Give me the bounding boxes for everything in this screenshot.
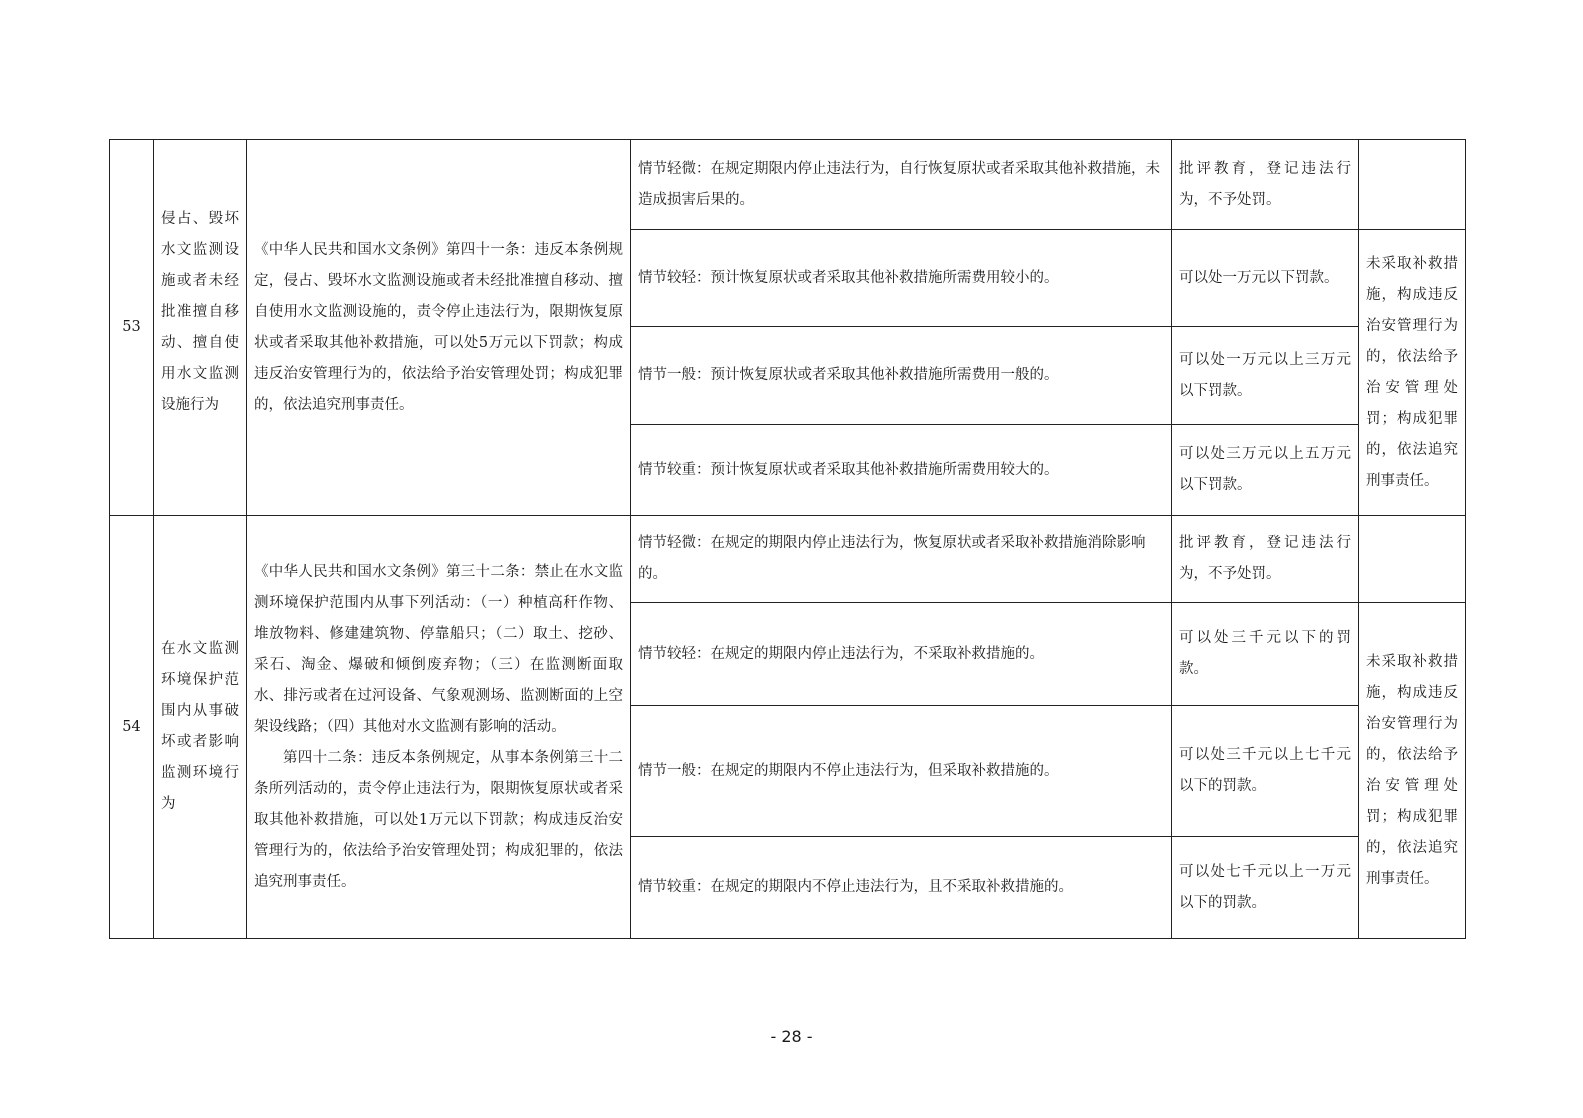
violation-name: 侵占、毁坏水文监测设施或者未经批准擅自移动、擅自使用水文监测设施行为 <box>161 211 239 413</box>
penalty-cell: 可以处一万元以下罚款。 <box>1172 230 1359 327</box>
penalty-cell: 可以处三万元以上五万元以下罚款。 <box>1172 425 1359 516</box>
table-row-54-level-1 <box>110 516 1466 603</box>
penalty-discretion-table <box>109 139 1466 939</box>
penalty-cell: 批评教育，登记违法行为，不予处罚。 <box>1172 140 1359 230</box>
page-number: - 28 - <box>770 1027 813 1046</box>
circumstance-cell: 情节一般：在规定的期限内不停止违法行为，但采取补救措施的。 <box>631 706 1172 837</box>
legal-basis <box>247 516 631 939</box>
circumstance-cell: 情节较重：预计恢复原状或者采取其他补救措施所需费用较大的。 <box>631 425 1172 516</box>
legal-basis: 《中华人民共和国水文条例》第四十一条：违反本条例规定，侵占、毁坏水文监测设施或者未经批准擅自移动、擅自使用水文监测设施的，责令停止违法行为，限期恢复原状或者采取其他补救措施，可以处5万元以下罚款；构成违反治安管理行为的，依法给予治安管理处罚；构成犯罪的，依法追究刑事责任。 <box>247 140 631 516</box>
penalty-cell: 可以处三千元以上七千元以下的罚款。 <box>1172 706 1359 837</box>
circumstance-cell: 情节较重：在规定的期限内不停止违法行为，且不采取补救措施的。 <box>631 837 1172 939</box>
penalty-cell: 可以处三千元以下的罚款。 <box>1172 603 1359 706</box>
circumstance-cell: 情节较轻：在规定的期限内停止违法行为，不采取补救措施的。 <box>631 603 1172 706</box>
note-cell: 未采取补救措施，构成违反治安管理行为的，依法给予治安管理处罚；构成犯罪的，依法追究刑事责任。 <box>1359 603 1466 939</box>
note-cell: 未采取补救措施，构成违反治安管理行为的，依法给予治安管理处罚；构成犯罪的，依法追究刑事责任。 <box>1359 230 1466 516</box>
circumstance-cell: 情节较轻：预计恢复原状或者采取其他补救措施所需费用较小的。 <box>631 230 1172 327</box>
legal-basis-paragraph-2: 第四十二条：违反本条例规定，从事本条例第三十二条所列活动的，责令停止违法行为，限期恢复原状或者采取其他补救措施，可以处1万元以下罚款；构成违反治安管理行为的，依法给予治安管理处罚；构成犯罪的，依法追究刑事责任。 <box>254 749 623 890</box>
table-row-53-level-1 <box>110 140 1466 230</box>
penalty-cell: 批评教育，登记违法行为，不予处罚。 <box>1172 516 1359 603</box>
circumstance-cell: 情节轻微：在规定的期限内停止违法行为，恢复原状或者采取补救措施消除影响的。 <box>631 516 1172 603</box>
penalty-cell: 可以处一万元以上三万元以下罚款。 <box>1172 327 1359 425</box>
item-number: 53 <box>110 140 154 516</box>
note-cell-empty <box>1359 516 1466 603</box>
item-number: 54 <box>110 516 154 939</box>
note-cell-empty <box>1359 140 1466 230</box>
violation-name: 在水文监测环境保护范围内从事破坏或者影响监测环境行为 <box>161 641 239 812</box>
circumstance-cell: 情节轻微：在规定期限内停止违法行为，自行恢复原状或者采取其他补救措施，未造成损害后果的。 <box>631 140 1172 230</box>
penalty-cell: 可以处七千元以上一万元以下的罚款。 <box>1172 837 1359 939</box>
legal-basis-paragraph-1: 《中华人民共和国水文条例》第三十二条：禁止在水文监测环境保护范围内从事下列活动：（一）种植高秆作物、堆放物料、修建建筑物、停靠船只；（二）取土、挖砂、采石、淘金、爆破和倾倒废弃物；（三）在监测断面取水、排污或者在过河设备、气象观测场、监测断面的上空架设线路；（四）其他对水文监测有影响的活动。 <box>254 563 623 735</box>
circumstance-cell: 情节一般：预计恢复原状或者采取其他补救措施所需费用一般的。 <box>631 327 1172 425</box>
